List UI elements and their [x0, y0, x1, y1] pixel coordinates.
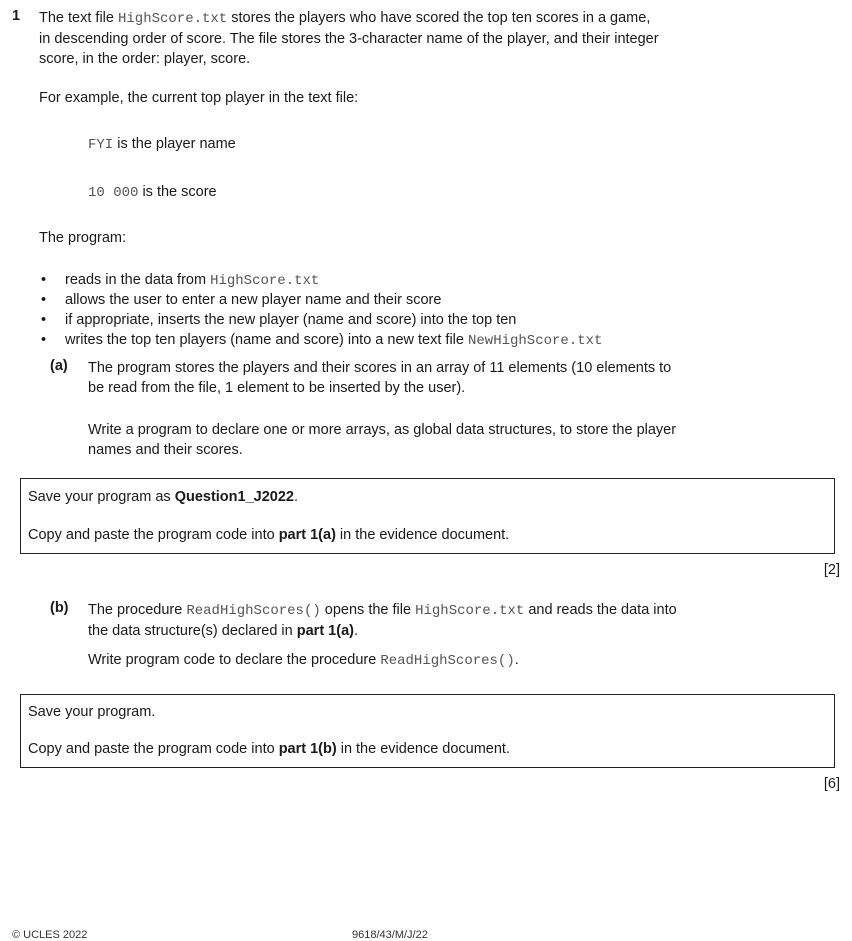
intro-paragraph: The text file HighScore.txt stores the players who have scored the top ten scores in a game, in descending order of score. The file stores the 3-character name of the player, and their integer score, in the order: player, score.: [39, 10, 659, 67]
save-instruction: Save your program as Question1_J2022.: [28, 489, 299, 505]
part-a-label: (a): [50, 358, 68, 374]
question-number: 1: [12, 8, 21, 24]
part-a-marks: [2]: [823, 562, 840, 578]
program-intro: The program:: [39, 230, 127, 246]
footer-paper-code: 9618/43/M/J/22: [352, 929, 428, 941]
list-item: • allows the user to enter a new player name and their score: [41, 292, 442, 308]
list-item: • writes the top ten players (name and score) into a new text file NewHighScore.txt: [41, 332, 603, 349]
list-item: • if appropriate, inserts the new player (name and score) into the top ten: [41, 312, 517, 328]
list-item: • reads in the data from HighScore.txt: [41, 272, 320, 289]
footer-copyright: © UCLES 2022: [12, 929, 88, 941]
part-b-task: Write program code to declare the procedure ReadHighScores().: [88, 652, 519, 669]
example-name-line: FYI is the player name: [88, 136, 236, 153]
example-score-line: 10 000 is the score: [88, 184, 217, 201]
part-a-instruction-box: [20, 478, 835, 554]
part-b-marks: [6]: [823, 776, 840, 792]
bullet-list: [39, 270, 829, 350]
copy-instruction: Copy and paste the program code into part 1(a) in the evidence document.: [28, 527, 510, 543]
part-a-text: The program stores the players and their scores in an array of 11 elements (10 elements to be read from the file, 1 element to be inserted by the user).: [88, 360, 672, 396]
filename-code: HighScore.txt: [117, 11, 228, 27]
part-b-instruction-box: [20, 694, 835, 768]
part-b-label: (b): [50, 600, 69, 616]
copy-instruction: Copy and paste the program code into part 1(b) in the evidence document.: [28, 741, 510, 757]
part-a-task: Write a program to declare one or more arrays, as global data structures, to store the player names and their scores.: [88, 422, 677, 458]
save-instruction: Save your program.: [28, 704, 156, 720]
example-intro: For example, the current top player in the text file:: [39, 90, 359, 106]
part-b-text: The procedure ReadHighScores() opens the file HighScore.txt and reads the data into the data structure(s) declared in part 1(a).: [88, 602, 677, 639]
